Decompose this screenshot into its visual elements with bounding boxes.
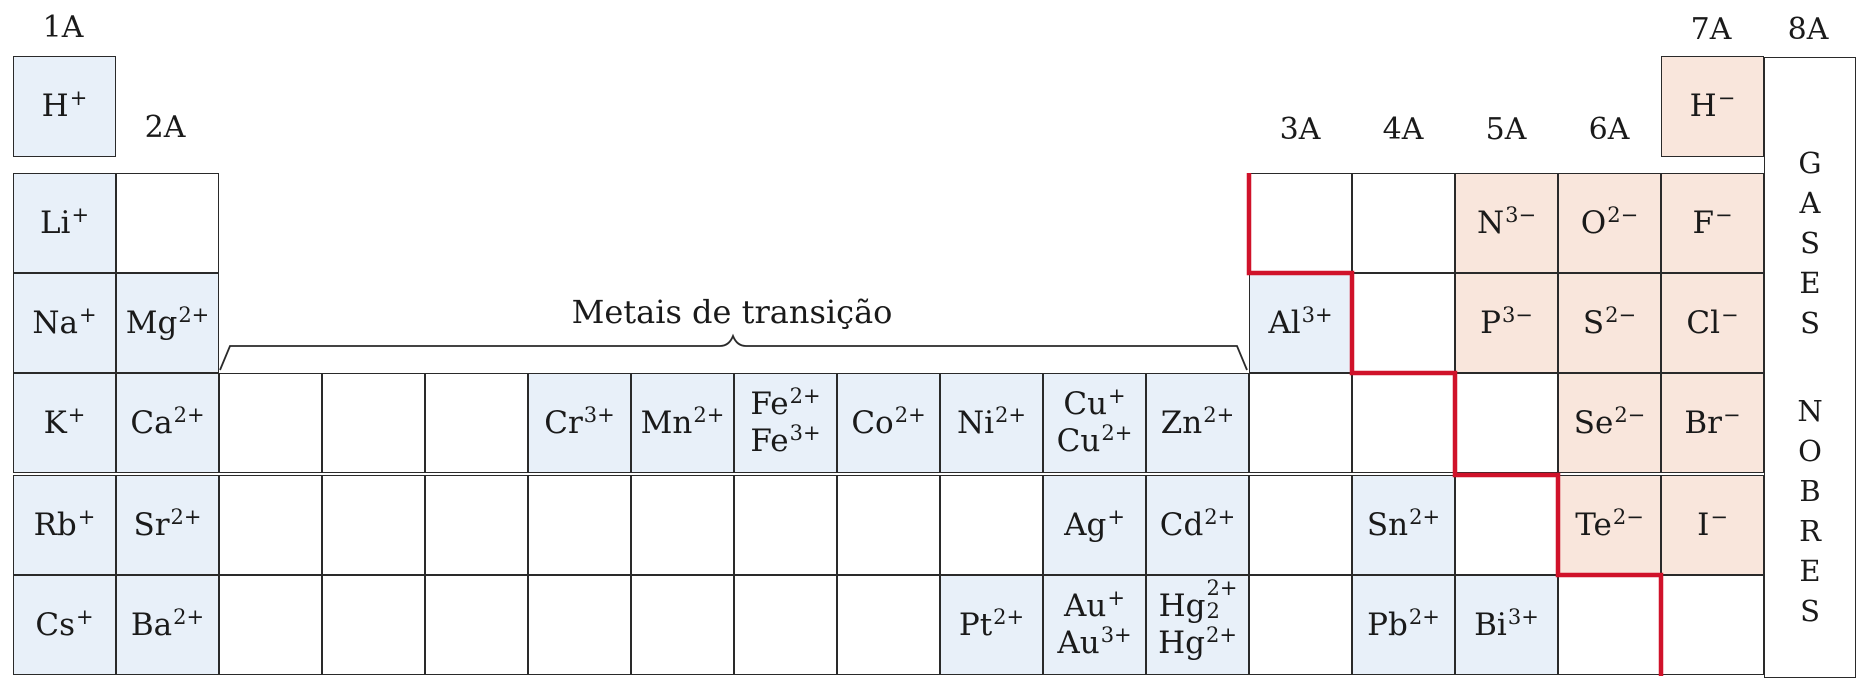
- element-symbol: Sr: [133, 506, 170, 543]
- group-label-4A: 4A: [1382, 112, 1424, 147]
- ion-charge: 2+: [173, 604, 205, 629]
- empty-element-cell: [322, 575, 425, 675]
- ion-charge: 2−: [1614, 402, 1646, 427]
- element-symbol: Fe: [750, 386, 789, 422]
- empty-element-cell: [1455, 475, 1558, 575]
- noble-gases-letter: O: [1798, 434, 1822, 468]
- ion-cell-ag: [1043, 475, 1146, 575]
- noble-gases-letter: G: [1798, 146, 1822, 180]
- element-symbol: Mg: [125, 304, 178, 341]
- empty-element-cell: [1249, 475, 1352, 575]
- element-symbol: Cd: [1159, 506, 1204, 543]
- empty-element-cell: [1455, 373, 1558, 473]
- ion-charge: 2−: [1612, 504, 1644, 529]
- ion-cell-mg: [116, 273, 219, 373]
- element-symbol: Au: [1057, 625, 1100, 661]
- empty-element-cell: [219, 575, 322, 675]
- element-symbol: Hg: [1158, 588, 1206, 624]
- empty-element-cell: [837, 475, 940, 575]
- group-label-6A: 6A: [1588, 112, 1630, 147]
- ion-charge: 2+: [894, 402, 926, 427]
- ion-charge: 2+: [993, 604, 1025, 629]
- ion-charge: 2+: [1101, 421, 1133, 445]
- element-symbol: Co: [851, 404, 894, 441]
- ion-cell-sn: [1352, 475, 1455, 575]
- group-label-5A: 5A: [1485, 112, 1527, 147]
- empty-element-cell: [837, 575, 940, 675]
- ion-charge: +: [69, 86, 88, 110]
- ion-cell-ca: [116, 373, 219, 473]
- element-symbol: Cl: [1686, 304, 1721, 341]
- ion-charge: 2+: [1205, 623, 1237, 647]
- transition-metals-caption: Metais de transição: [571, 293, 893, 331]
- ion-cell-o: [1558, 173, 1661, 273]
- empty-element-cell: [219, 373, 322, 473]
- element-symbol: O: [1580, 204, 1607, 241]
- ion-cell-na: [13, 273, 116, 373]
- empty-element-cell: [1661, 575, 1764, 675]
- ion-charge: −: [1717, 86, 1736, 110]
- ion-charge: −: [1721, 302, 1739, 327]
- empty-element-cell: [528, 475, 631, 575]
- ion-cell-cu: [1043, 373, 1146, 473]
- noble-gases-letter: E: [1799, 554, 1821, 588]
- ion-cell-mn: [631, 373, 734, 473]
- ion-charge: +: [71, 202, 90, 227]
- ion-cell-zn: [1146, 373, 1249, 473]
- element-symbol: Sn: [1366, 506, 1409, 543]
- noble-gases-letter: S: [1800, 226, 1820, 260]
- empty-element-cell: [528, 575, 631, 675]
- group-label-2A: 2A: [144, 110, 186, 145]
- ion-charge: +: [67, 402, 86, 427]
- empty-element-cell: [734, 575, 837, 675]
- noble-gases-letter: R: [1799, 514, 1821, 548]
- ion-cell-cs: [13, 575, 116, 675]
- element-symbol: H: [1689, 88, 1717, 124]
- ion-cell-te: [1558, 475, 1661, 575]
- element-symbol: Br: [1684, 404, 1722, 441]
- ion-cell-fe: [734, 373, 837, 473]
- ion-charge: 3+: [583, 402, 615, 427]
- ion-charge: 3+: [789, 421, 821, 445]
- empty-element-cell: [116, 173, 219, 273]
- ion-cell-rb: [13, 475, 116, 575]
- element-symbol: Ag: [1064, 506, 1107, 543]
- element-symbol: Cu: [1063, 386, 1108, 422]
- element-symbol: Bi: [1474, 606, 1507, 643]
- ion-charge: 2+: [1204, 504, 1236, 529]
- element-symbol: F: [1692, 204, 1714, 241]
- ion-charge: +: [77, 504, 96, 529]
- empty-element-cell: [322, 373, 425, 473]
- element-symbol: Pt: [958, 606, 993, 643]
- element-symbol: Li: [39, 204, 71, 241]
- ion-charge: −: [1723, 402, 1741, 427]
- ion-charge: 2−: [1605, 302, 1637, 327]
- noble-gases-letter: N: [1797, 394, 1823, 428]
- noble-gases-letter: S: [1800, 594, 1820, 628]
- ion-cell-hg: [1146, 575, 1249, 675]
- empty-element-cell: [425, 373, 528, 473]
- element-symbol: Na: [32, 304, 78, 341]
- ion-cell-i: [1661, 475, 1764, 575]
- transition-brace: [220, 336, 1247, 370]
- ion-charge: 2+: [170, 504, 202, 529]
- element-symbol: Au: [1064, 588, 1107, 624]
- empty-element-cell: [425, 475, 528, 575]
- empty-element-cell: [940, 475, 1043, 575]
- element-symbol: H: [41, 88, 69, 124]
- ion-cell-co: [837, 373, 940, 473]
- ion-charge: 3+: [1100, 623, 1132, 647]
- empty-element-cell: [1249, 173, 1352, 273]
- ion-charge: +: [1107, 504, 1125, 529]
- ion-cell-f: [1661, 173, 1764, 273]
- element-symbol: S: [1582, 304, 1605, 341]
- empty-element-cell: [1352, 373, 1455, 473]
- ion-cell-br: [1661, 373, 1764, 473]
- noble-gases-letter: E: [1799, 266, 1821, 300]
- empty-element-cell: [1558, 575, 1661, 675]
- element-symbol: Ca: [130, 404, 173, 441]
- group-label-1A: 1A: [42, 10, 84, 45]
- ion-charge: +: [1108, 384, 1126, 408]
- element-symbol: K: [43, 404, 67, 441]
- ion-charge: 2+: [178, 302, 210, 327]
- ion-charge: 3+: [1301, 302, 1333, 327]
- element-symbol: P: [1480, 304, 1501, 341]
- ion-cell-ba: [116, 575, 219, 675]
- ion-cell-pb: [1352, 575, 1455, 675]
- ion-cell-se: [1558, 373, 1661, 473]
- ion-charge: −: [1714, 202, 1733, 227]
- element-symbol: Ba: [130, 606, 173, 643]
- ion-charge: 2+: [995, 402, 1026, 427]
- element-symbol: Te: [1575, 506, 1612, 543]
- ion-cell-bi: [1455, 575, 1558, 675]
- ion-cell-h-minus: [1661, 56, 1764, 157]
- ion-charge: +: [76, 604, 94, 629]
- ion-charge: 2+: [173, 402, 205, 427]
- element-symbol: Cr: [544, 404, 583, 441]
- ion-charge: 3−: [1501, 302, 1533, 327]
- group-label-8A: 8A: [1787, 12, 1829, 47]
- element-symbol: Pb: [1367, 606, 1408, 643]
- element-symbol: N: [1476, 204, 1505, 241]
- ion-cell-cl: [1661, 273, 1764, 373]
- ion-cell-sr: [116, 475, 219, 575]
- ion-cell-s: [1558, 273, 1661, 373]
- ion-charge: 3+: [1507, 604, 1539, 629]
- empty-element-cell: [425, 575, 528, 675]
- ion-cell-au: [1043, 575, 1146, 675]
- ion-charge: 2+: [789, 384, 821, 408]
- empty-element-cell: [322, 475, 425, 575]
- group-label-7A: 7A: [1690, 12, 1732, 47]
- ion-charge: 2+: [1409, 504, 1441, 529]
- noble-gases-letter: A: [1799, 186, 1821, 220]
- ion-cell-p: [1455, 273, 1558, 373]
- empty-element-cell: [734, 475, 837, 575]
- element-symbol: Hg: [1158, 625, 1205, 661]
- ion-charge: 2+: [693, 402, 725, 427]
- element-symbol: Ni: [956, 404, 995, 441]
- ion-charge: +: [79, 302, 97, 327]
- ion-cell-cr: [528, 373, 631, 473]
- empty-element-cell: [1352, 273, 1455, 373]
- element-symbol: Cu: [1056, 423, 1101, 459]
- ion-charge-stack: 2+ 2: [1206, 576, 1238, 623]
- noble-gases-letter: B: [1799, 474, 1821, 508]
- element-symbol: Al: [1268, 304, 1301, 341]
- ion-cell-n: [1455, 173, 1558, 273]
- ion-charge: −: [1710, 504, 1728, 529]
- ion-charge: 2+: [1408, 604, 1440, 629]
- ion-charge: +: [1107, 586, 1125, 610]
- element-symbol: I: [1697, 506, 1710, 543]
- empty-element-cell: [631, 575, 734, 675]
- element-symbol: Rb: [33, 506, 77, 543]
- ion-cell-ni: [940, 373, 1043, 473]
- group-label-3A: 3A: [1279, 112, 1321, 147]
- noble-gases-letter: S: [1800, 306, 1820, 340]
- empty-element-cell: [1249, 373, 1352, 473]
- element-symbol: Fe: [750, 423, 789, 459]
- empty-element-cell: [1352, 173, 1455, 273]
- empty-element-cell: [631, 475, 734, 575]
- element-symbol: Zn: [1160, 404, 1203, 441]
- empty-element-cell: [1249, 575, 1352, 675]
- element-symbol: Cs: [35, 606, 76, 643]
- ion-charge: 3−: [1505, 202, 1537, 227]
- ion-cell-k: [13, 373, 116, 473]
- ion-cell-li: [13, 173, 116, 273]
- element-symbol: Mn: [640, 404, 693, 441]
- ion-cell-al: [1249, 273, 1352, 373]
- element-symbol: Se: [1573, 404, 1614, 441]
- ion-charge: 2−: [1607, 202, 1639, 227]
- ion-cell-h-plus: [13, 56, 116, 157]
- ion-charge: 2+: [1203, 402, 1235, 427]
- ion-cell-pt: [940, 575, 1043, 675]
- empty-element-cell: [219, 475, 322, 575]
- ion-cell-cd: [1146, 475, 1249, 575]
